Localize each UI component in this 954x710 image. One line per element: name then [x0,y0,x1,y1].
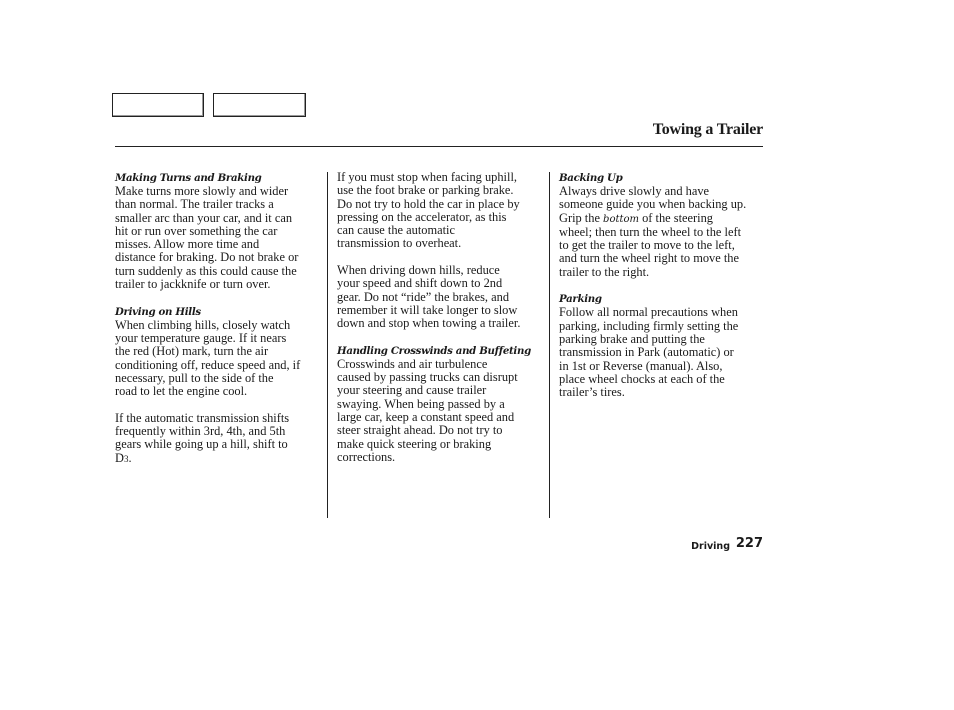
section-body-driving-on-hills [115,319,300,399]
gear-number: 3 [123,453,129,464]
section-heading-crosswinds: Handling Crosswinds and Buffeting [337,344,531,357]
text-line: can cause the automatic [337,223,455,238]
text-line: use the foot brake or parking brake. [337,183,514,198]
text-line: gears while going up a hill, shift to [115,437,288,452]
text-line: transmission to overheat. [337,236,462,251]
page-title: Towing a Trailer [652,121,763,138]
text-line: your speed and shift down to 2nd [337,276,503,291]
column-divider-2 [549,172,550,518]
text-line: smaller arc than your car, and it can [115,210,293,225]
text-line: frequently within 3rd, 4th, and 5th [115,424,286,439]
text-line: corrections. [337,449,396,464]
text-line: Crosswinds and air turbulence [337,356,488,371]
text-line: someone guide you when backing up. [559,197,747,212]
text-line: necessary, pull to the side of the [115,370,274,385]
section-body-making-turns [115,185,300,291]
text-line: and turn the wheel right to move the [559,251,739,266]
text-line: trailer to the right. [559,264,650,279]
text-line: pressing on the accelerator, as this [337,209,507,224]
section-body-down-hills [337,264,531,330]
text-line: parking brake and putting the [559,331,705,346]
text-line: Make turns more slowly and wider [115,184,289,198]
column-3 [559,171,746,399]
text-line: your temperature gauge. If it nears [115,330,287,345]
section-body-crosswinds [337,358,531,464]
section-heading-backing-up: Backing Up [559,172,623,184]
nav-button-left[interactable] [112,93,204,117]
section-body-stop-uphill [337,171,531,251]
text-line: trailer’s tires. [559,385,625,400]
text-line: If you must stop when facing uphill, [337,170,517,184]
emphasis-bottom: bottom [603,213,640,225]
section-body-parking [559,306,746,399]
section-heading-parking: Parking [559,293,602,306]
text-line: in 1st or Reverse (manual). Also, [559,358,723,373]
paragraph-gap [559,279,746,292]
section-heading-making-turns: Making Turns and Braking [115,172,262,184]
text-line: gear. Do not “ride” the brakes, and [337,289,510,304]
text-line: Follow all normal precautions when [559,305,738,320]
text-line: distance for braking. Do not brake or [115,250,299,265]
column-1 [115,171,300,466]
text-line: hit or run over something the car [115,223,278,238]
text-line: the red (Hot) mark, turn the air [115,344,269,359]
text-line: When climbing hills, closely watch [115,317,291,332]
text-line: Always drive slowly and have [559,184,710,198]
nav-button-right[interactable] [213,93,306,117]
column-2 [337,171,531,464]
text-line-gear [115,452,300,466]
text-line: to get the trailer to move to the left, [559,238,735,253]
text-line: trailer to jackknife or turn over. [115,277,271,292]
text-line-grip [559,212,746,226]
paragraph-gap [115,398,300,411]
column-divider-1 [327,172,328,518]
text-line: Do not try to hold the car in place by [337,196,520,211]
text-line: remember it will take longer to slow [337,302,518,317]
paragraph-gap [115,291,300,304]
section-body-automatic-transmission [115,412,300,466]
text-line: large car, keep a constant speed and [337,410,515,425]
text-fragment: of the steering [639,210,713,225]
gear-period: . [128,450,132,465]
text-line: parking, including firmly setting the [559,318,739,333]
text-line: transmission in Park (automatic) or [559,345,734,360]
paragraph-gap [337,331,531,344]
text-line: misses. Allow more time and [115,237,260,252]
text-line: If the automatic transmission shifts [115,410,290,425]
section-heading-driving-on-hills: Driving on Hills [115,305,201,318]
text-line: than normal. The trailer tracks a [115,197,274,212]
section-body-backing-up [559,185,746,279]
text-line: down and stop when towing a trailer. [337,316,521,331]
title-divider [115,146,763,147]
footer-section-label: Driving [691,541,730,552]
page-number: 227 [735,536,763,551]
paragraph-gap [337,251,531,264]
text-line: wheel; then turn the wheel to the left [559,224,742,239]
text-line: When driving down hills, reduce [337,263,500,278]
text-line: conditioning off, reduce speed and, if [115,357,301,372]
text-line: turn suddenly as this could cause the [115,263,297,278]
text-fragment: Grip the [559,210,604,225]
text-line: caused by passing trucks can disrupt [337,370,518,385]
text-line: steer straight ahead. Do not try to [337,423,503,438]
gear-letter: D [115,450,124,465]
text-line: road to let the engine cool. [115,384,248,399]
text-line: place wheel chocks at each of the [559,371,725,386]
text-line: your steering and cause trailer [337,383,487,398]
text-line: make quick steering or braking [337,436,492,451]
text-line: swaying. When being passed by a [337,396,505,411]
